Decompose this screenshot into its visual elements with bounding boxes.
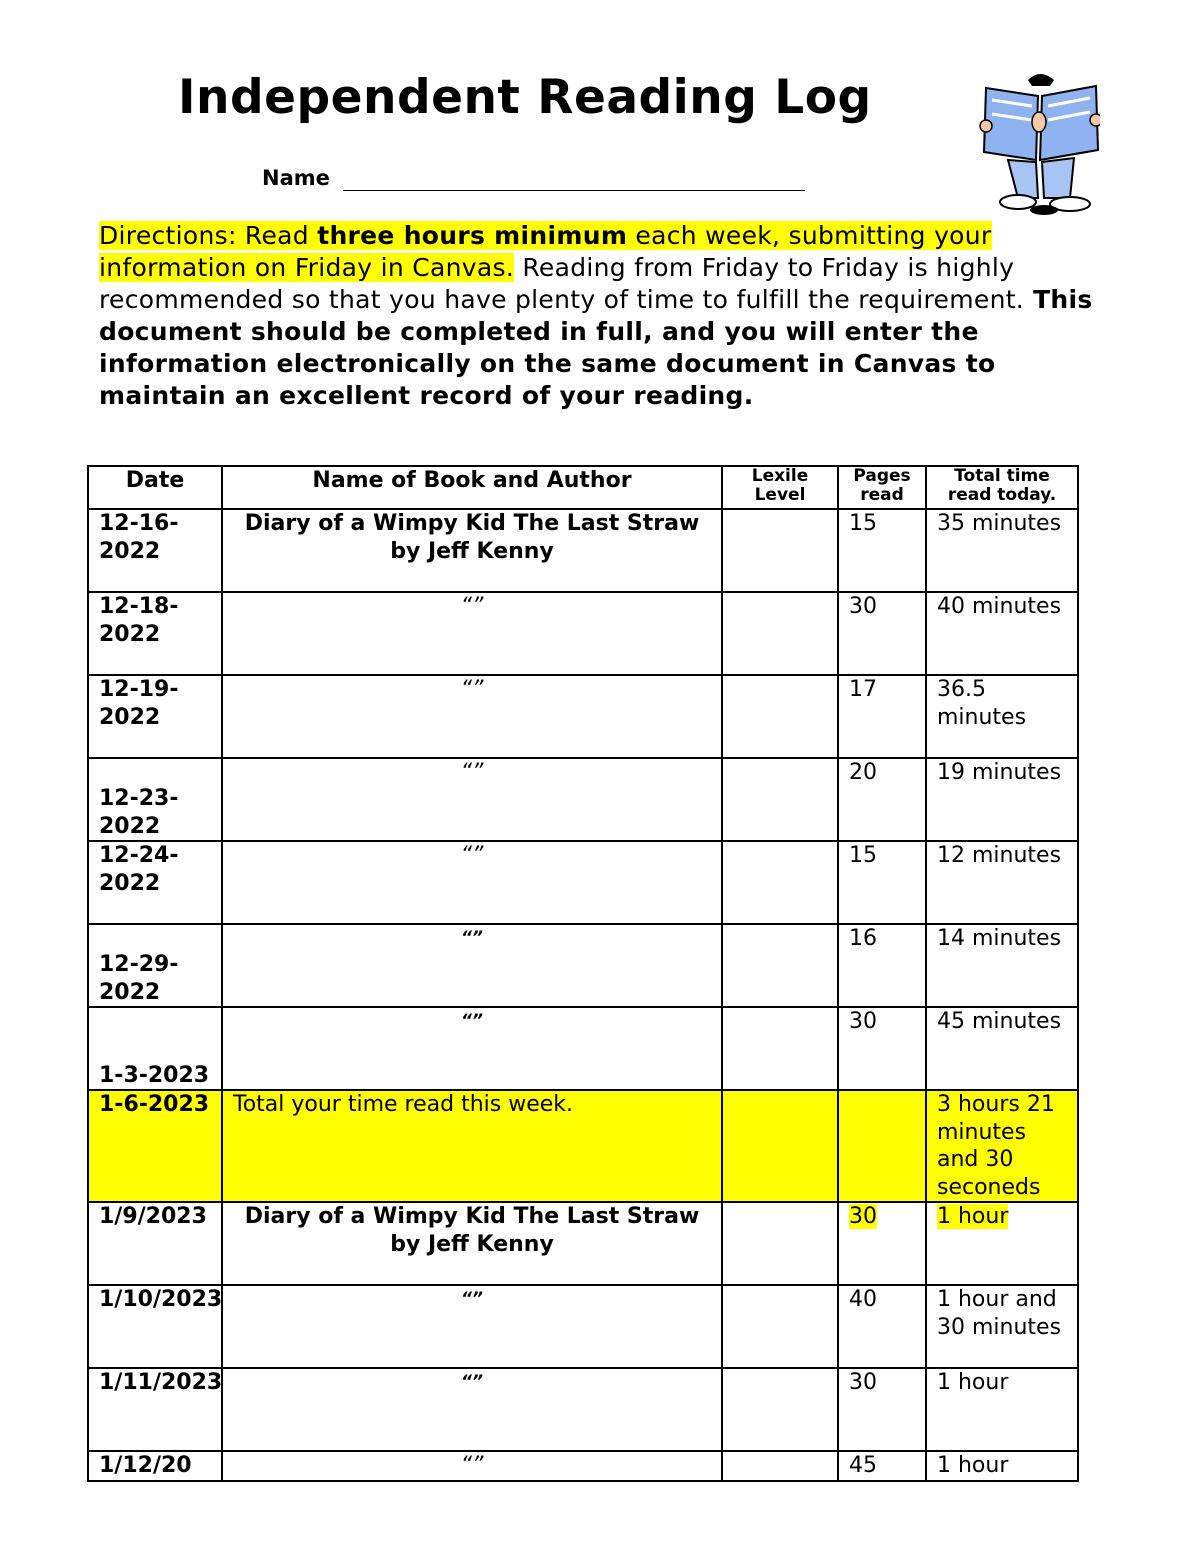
pages-cell[interactable]: 17 (838, 675, 926, 758)
pages-cell[interactable]: 30 (838, 592, 926, 675)
table-row (88, 841, 1078, 924)
name-label: Name (262, 166, 330, 190)
weekly-total-row (88, 1090, 1078, 1202)
table-row (88, 1202, 1078, 1285)
date-cell[interactable]: 12-29-2022 (88, 924, 222, 1007)
directions-submit: each week, submitting your information on Friday in Canvas. (99, 221, 992, 282)
pages-cell[interactable]: 45 (838, 1451, 926, 1481)
book-cell[interactable]: “” (222, 1451, 722, 1481)
reading-log-table (87, 465, 1079, 1482)
book-cell[interactable]: “” (222, 758, 722, 841)
table-row (88, 1007, 1078, 1090)
time-cell[interactable]: 14 minutes (926, 924, 1078, 1007)
table-row (88, 1285, 1078, 1368)
date-cell[interactable]: 1/10/2023 (88, 1285, 222, 1368)
date-cell[interactable]: 1-6-2023 (88, 1090, 222, 1202)
lexile-cell[interactable] (722, 509, 838, 592)
lexile-cell[interactable] (722, 1368, 838, 1451)
time-cell[interactable]: 36.5 minutes (926, 675, 1078, 758)
lexile-cell[interactable] (722, 592, 838, 675)
date-cell[interactable]: 1/12/20 (88, 1451, 222, 1481)
pages-cell[interactable]: 30 (838, 1007, 926, 1090)
directions-requirement: three hours minimum (317, 221, 628, 250)
lexile-cell[interactable] (722, 1007, 838, 1090)
lexile-cell[interactable] (722, 924, 838, 1007)
table-row (88, 509, 1078, 592)
lexile-cell[interactable] (722, 1202, 838, 1285)
header-time: Total time read today. (926, 466, 1078, 509)
book-cell[interactable]: “” (222, 592, 722, 675)
date-cell[interactable]: 1-3-2023 (88, 1007, 222, 1090)
pages-cell[interactable]: 20 (838, 758, 926, 841)
pages-cell[interactable]: 16 (838, 924, 926, 1007)
page-title: Independent Reading Log (178, 70, 872, 125)
child-reading-book-icon (978, 70, 1100, 216)
time-cell[interactable]: 1 hour (926, 1451, 1078, 1481)
pages-cell[interactable]: 30 (838, 1368, 926, 1451)
table-header-row (88, 466, 1078, 509)
directions-recommendation: Reading from Friday to Friday is highly recommended so that you have plenty of time to fulfill the requirement. (99, 253, 1025, 314)
time-cell[interactable]: 1 hour (926, 1368, 1078, 1451)
header-lexile: Lexile Level (722, 466, 838, 509)
lexile-cell[interactable] (722, 675, 838, 758)
time-cell[interactable]: 1 hour and 30 minutes (926, 1285, 1078, 1368)
time-cell[interactable]: 40 minutes (926, 592, 1078, 675)
header-pages: Pages read (838, 466, 926, 509)
book-cell[interactable]: “” (222, 1368, 722, 1451)
pages-value: 30 (849, 1204, 877, 1229)
book-cell[interactable]: “” (222, 1007, 722, 1090)
table-row (88, 592, 1078, 675)
header-book: Name of Book and Author (222, 466, 722, 509)
name-field[interactable] (343, 190, 805, 191)
table-row (88, 1451, 1078, 1481)
time-cell[interactable]: 19 minutes (926, 758, 1078, 841)
date-cell[interactable]: 12-24-2022 (88, 841, 222, 924)
time-cell[interactable]: 12 minutes (926, 841, 1078, 924)
date-cell[interactable]: 1/11/2023 (88, 1368, 222, 1451)
date-cell[interactable]: 12-23-2022 (88, 758, 222, 841)
book-cell[interactable]: “” (222, 675, 722, 758)
directions-completion-note: This document should be completed in full, and you will enter the information electronically on the same document in Canvas to maintain an excellent record of your reading. (99, 285, 1093, 410)
date-cell[interactable]: 1/9/2023 (88, 1202, 222, 1285)
pages-cell[interactable] (838, 1090, 926, 1202)
time-cell[interactable] (926, 1202, 1078, 1285)
directions-intro: Directions: Read (99, 221, 318, 250)
book-cell[interactable]: Diary of a Wimpy Kid The Last Straw by Jeff Kenny (222, 1202, 722, 1285)
total-label-cell: Total your time read this week. (222, 1090, 722, 1202)
header-date: Date (88, 466, 222, 509)
time-cell[interactable]: 35 minutes (926, 509, 1078, 592)
time-value: 1 hour (937, 1204, 1009, 1229)
pages-cell[interactable]: 15 (838, 509, 926, 592)
book-cell[interactable]: “” (222, 924, 722, 1007)
table-row (88, 1368, 1078, 1451)
pages-cell[interactable]: 40 (838, 1285, 926, 1368)
table-row (88, 924, 1078, 1007)
date-cell[interactable]: 12-16-2022 (88, 509, 222, 592)
directions-paragraph (99, 220, 1099, 412)
lexile-cell[interactable] (722, 841, 838, 924)
lexile-cell[interactable] (722, 1285, 838, 1368)
date-cell[interactable]: 12-18-2022 (88, 592, 222, 675)
book-cell[interactable]: “” (222, 1285, 722, 1368)
table-row (88, 758, 1078, 841)
total-time-cell[interactable]: 3 hours 21 minutes and 30 seconeds (926, 1090, 1078, 1202)
lexile-cell[interactable] (722, 1090, 838, 1202)
pages-cell[interactable]: 15 (838, 841, 926, 924)
book-cell[interactable]: Diary of a Wimpy Kid The Last Straw by Jeff Kenny (222, 509, 722, 592)
lexile-cell[interactable] (722, 758, 838, 841)
pages-cell[interactable] (838, 1202, 926, 1285)
lexile-cell[interactable] (722, 1451, 838, 1481)
time-cell[interactable]: 45 minutes (926, 1007, 1078, 1090)
book-cell[interactable]: “” (222, 841, 722, 924)
table-row (88, 675, 1078, 758)
date-cell[interactable]: 12-19-2022 (88, 675, 222, 758)
